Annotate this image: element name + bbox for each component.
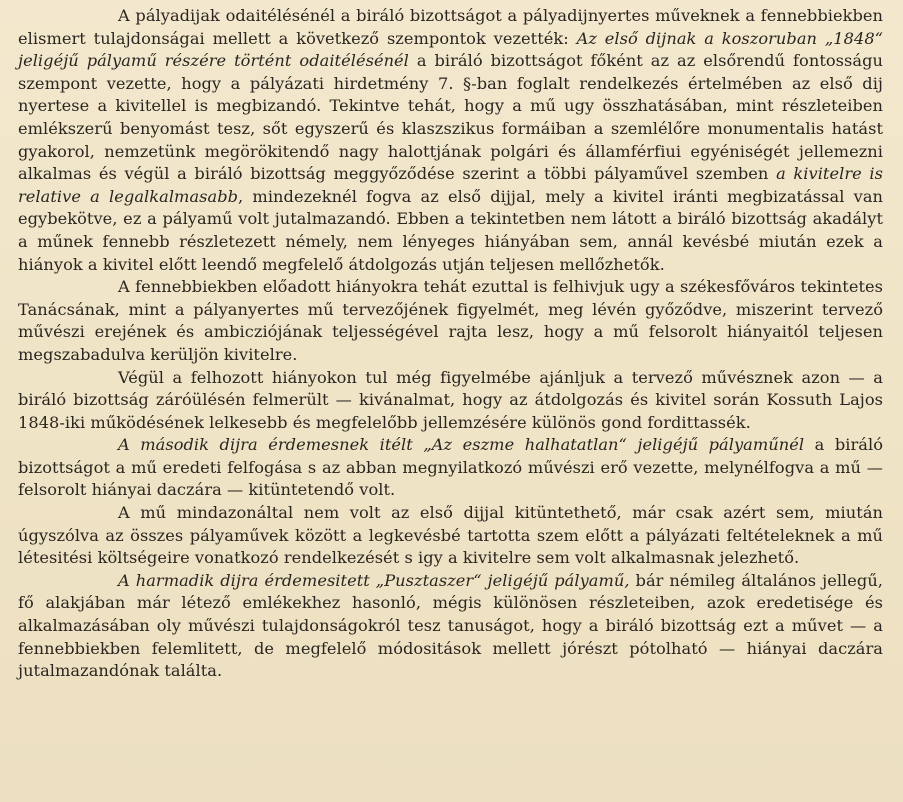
text-span: A pályadijak odaitélésénél a biráló bizottságot a pályadijnyertes műveknek a fennebbiekben elismert tulajdonságai mellett a következő szempontok vezették: (18, 6, 883, 48)
paragraph-1 (18, 5, 883, 276)
text-span: a biráló bizottságot főként az az elsőrendű fontosságu szempont vezette, hogy a pályázati hirdetmény 7. §-ban foglalt rendelkezés értelmében az első dij nyertese a kivitellel is megbizandó. Tekintve tehát, hogy a mű ugy összhatásában, mint részleteiben emlékszerű benyomást tesz, sőt egyszerű és klaszszikus formáiban a szemlélőre monumentalis hatást gyakorol, nemzetünk megörökitendő nagy halottjának polgári és államférfiui egyéniségét jellemezni alkalmas és végül a biráló bizottság meggyőződése szerint a többi pályaművel szemben (18, 51, 883, 184)
emphasis-most-suitable: a kivitelre is relative a legalkalmasabb (18, 164, 884, 206)
text-span: A mű mindazonáltal nem volt az első dijjal kitüntethető, már csak azért sem, miután úgyszólva az összes pályaművek között a legkevésbé tartotta szem előtt a pályázati feltételeknek a mű létesitési költségeire vonatkozó rendelkezését s igy a kivitelre sem volt alkalmasnak jelezhető. (18, 503, 883, 568)
paragraph-4 (18, 434, 883, 502)
paragraph-5 (18, 502, 883, 570)
text-span: a biráló bizottságot a mű eredeti felfogása s az abban megnyilatkozó művészi erő vezette, melynélfogva a mű — felsorolt hiányai daczára — kitüntetendő volt. (18, 435, 883, 500)
text-span: Végül a felhozott hiányokon tul még figyelmébe ajánljuk a tervező művésznek azon — a biráló bizottság záróülésén felmerült — kivánalmat, hogy az átdolgozás és kivitel során Kossuth Lajos 1848-iki működésének lelkesebb és megfelelőbb jellemzésére különös gond fordittassék. (18, 367, 883, 432)
paragraph-3 (18, 367, 883, 435)
emphasis-second-prize: A második dijra érdemesnek itélt „Az eszme halhatatlan“ jeligéjű pályaműnél (118, 435, 805, 455)
emphasis-third-prize: A harmadik dijra érdemesitett „Pusztaszer“ jeligéjű pályamű, (118, 570, 630, 590)
text-span: bár némileg általános jellegű, fő alakjában már létező emlékekhez hasonló, mégis különösen részleteiben, azok eredetisége és alkalmazásában oly művészi tulajdonságokról tesz tanuságot, hogy a biráló bizottság ezt a művet — a fennebbiekben felemlitett, de megfelelő módositások mellett jórészt pótolható — hiányai daczára jutalmazandónak találta. (18, 570, 883, 681)
paragraph-2 (18, 276, 883, 366)
text-span: , mindezeknél fogva az első dijjal, mely a kivitel iránti megbizatással van egybekötve, ez a pályamű volt jutalmazandó. Ebben a tekintetben nem látott a biráló bizottság akadályt a műnek fennebb részletezett némely, nem lényeges hiányában sem, annál kevésbé miután ezek a hiányok a kivitel előtt leendő megfelelő átdolgozás utján teljesen mellőzhetők. (18, 186, 883, 274)
paragraph-6 (18, 570, 883, 683)
text-span: A fennebbiekben előadott hiányokra tehát ezuttal is felhivjuk ugy a székesfőváros tekintetes Tanácsának, mint a pályanyertes mű tervezőjének figyelmét, meg lévén győződve, miszerint tervező művészi erejének és ambicziójának teljességével rajta lesz, hogy a mű felsorolt hiányaitól teljesen megszabadulva kerüljön kivitelre. (18, 277, 883, 364)
emphasis-first-prize: Az első dijnak a koszoruban „1848“ jeligéjű pályamű részére történt odaitélésénél (18, 28, 883, 71)
